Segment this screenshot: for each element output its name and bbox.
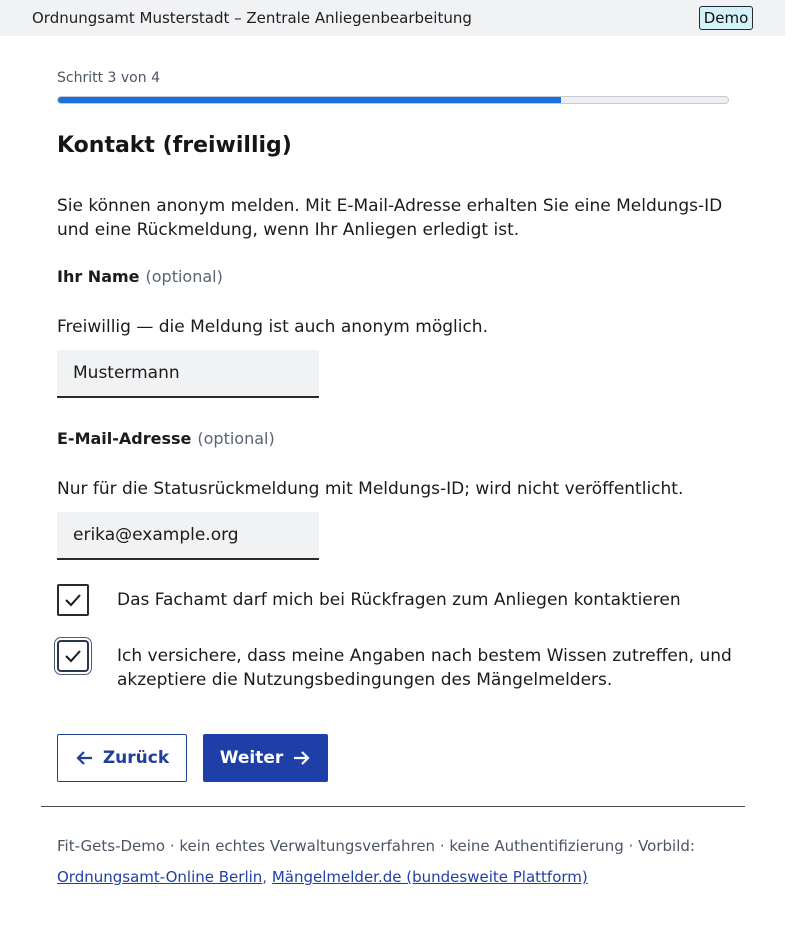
arrow-left-icon <box>75 748 95 768</box>
email-input[interactable] <box>57 512 319 560</box>
intro-text: Sie können anonym melden. Mit E-Mail-Adresse erhalten Sie eine Meldungs-ID und eine Rückmeldung, wenn Ihr Anliegen erledigt ist. <box>57 196 723 240</box>
contact-consent-checkbox[interactable] <box>57 584 89 616</box>
email-optional-tag: (optional) <box>197 429 275 448</box>
footer-divider <box>41 806 745 807</box>
footer-text: Fit-Gets-Demo · kein echtes Verwaltungsverfahren · keine Authentifizierung · Vorbild: <box>57 837 695 855</box>
footer-link-ordnungsamt[interactable]: Ordnungsamt-Online Berlin <box>57 868 263 886</box>
progress-bar-fill <box>58 97 561 103</box>
back-button[interactable] <box>57 734 187 782</box>
email-hint: Nur für die Statusrückmeldung mit Meldungs-ID; wird nicht veröffentlicht. <box>57 479 684 499</box>
footer-separator: , <box>262 868 268 886</box>
demo-badge: Demo <box>699 6 753 30</box>
terms-label[interactable]: Ich versichere, dass meine Angaben nach bestem Wissen zutreffen, und akzeptiere die Nutzungsbedingungen des Mängelmelders. <box>117 646 732 690</box>
agency-title: Ordnungsamt Musterstadt – Zentrale Anliegenbearbeitung <box>32 9 472 27</box>
name-label-text: Ihr Name <box>57 267 140 286</box>
checkmark-icon <box>63 590 83 610</box>
progress-bar <box>57 96 729 104</box>
email-field-label <box>57 429 275 448</box>
email-label-text: E-Mail-Adresse <box>57 429 192 448</box>
step-indicator: Schritt 3 von 4 <box>57 70 160 86</box>
top-bar <box>0 0 785 36</box>
arrow-right-icon <box>291 748 311 768</box>
footer <box>57 831 757 893</box>
contact-consent-label[interactable]: Das Fachamt darf mich bei Rückfragen zum Anliegen kontaktieren <box>117 590 681 610</box>
name-input[interactable] <box>57 350 319 398</box>
back-button-label: Zurück <box>102 748 170 768</box>
terms-checkbox[interactable] <box>57 640 89 672</box>
footer-link-maengelmelder[interactable]: Mängelmelder.de (bundesweite Plattform) <box>271 868 588 886</box>
name-hint: Freiwillig — die Meldung ist auch anonym möglich. <box>57 317 488 337</box>
checkmark-icon <box>63 646 83 666</box>
name-optional-tag: (optional) <box>145 267 223 286</box>
next-button-label: Weiter <box>219 748 284 768</box>
next-button[interactable] <box>203 734 328 782</box>
name-field-label <box>57 267 223 286</box>
page-title: Kontakt (freiwillig) <box>57 133 292 158</box>
